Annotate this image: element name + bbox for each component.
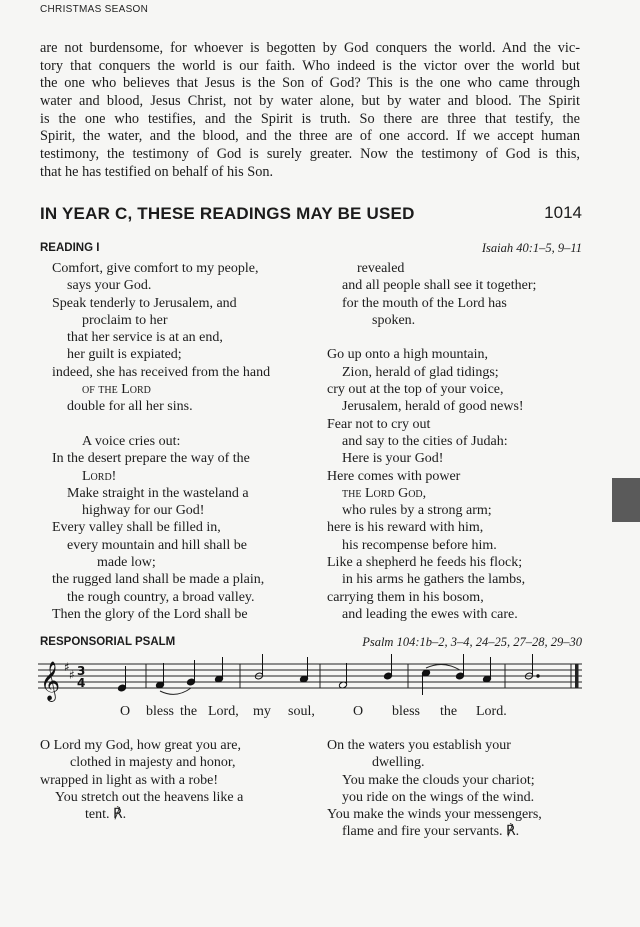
verse-line: carrying them in his bosom, (327, 589, 484, 605)
page-thumb-tab (612, 478, 640, 522)
verse-line: double for all her sins. (67, 399, 193, 415)
intro-line: are not burdensome, for whoever is begotten by God conquers the world. And the vic- (40, 40, 580, 56)
verse-line: clothed in majesty and honor, (70, 755, 236, 771)
refrain-word: bless (392, 704, 420, 719)
verse-line: Then the glory of the Lord shall be (52, 606, 248, 622)
refrain-word: soul, (288, 704, 315, 719)
verse-line: here is his reward with him, (327, 520, 484, 536)
refrain-word: O (353, 704, 364, 719)
stanza-gap (327, 329, 536, 346)
reading-column-left (52, 260, 270, 623)
reading-column-right (327, 260, 536, 623)
final-barline (575, 664, 579, 688)
verse-line: Lord! (82, 468, 117, 484)
verse-line: and all people shall see it together; (342, 278, 537, 294)
intro-line: water and blood, Jesus Christ, not by water alone, but by water and blood. The Spirit (40, 93, 580, 110)
reading-citation: Isaiah 40:1–5, 9–11 (481, 241, 582, 255)
reading-label: READING I (40, 242, 100, 254)
verse-line: says your God. (67, 278, 152, 294)
verse-line: you ride on the wings of the wind. (342, 789, 535, 805)
section-title: IN YEAR C, THESE READINGS MAY BE USED (40, 204, 415, 223)
verse-line: cry out at the top of your voice, (327, 382, 504, 398)
time-signature-bottom: 4 (77, 676, 86, 690)
slur (160, 688, 191, 694)
time-signature-top: 3 (77, 664, 86, 678)
verse-line: Make straight in the wasteland a (67, 485, 249, 501)
intro-paragraph (40, 40, 580, 182)
verse-line: You stretch out the heavens like a (55, 789, 244, 805)
verse-line: indeed, she has received from the hand (52, 364, 271, 380)
verse-line-text: O Lord my God, how great you are, (40, 738, 242, 753)
sharp-icon: ♯ (64, 660, 70, 674)
refrain-word: Lord. (476, 704, 507, 719)
verse-line: You make the clouds your chariot; (342, 772, 535, 788)
verse-line: that her service is at an end, (67, 330, 223, 346)
verse-line: his recompense before him. (342, 537, 497, 553)
verse-line: A voice cries out: (82, 433, 181, 449)
verse-line: and say to the cities of Judah: (342, 433, 508, 449)
verse-line: In the desert prepare the way of the (52, 451, 250, 467)
refrain-word: the (180, 704, 198, 719)
verse-line: Here comes with power (327, 468, 461, 484)
verse-line: Fear not to cry out (327, 416, 431, 432)
verse-line: highway for our God! (82, 503, 205, 519)
running-head: CHRISTMAS SEASON (40, 4, 149, 15)
verse-line: Here is your God! (342, 451, 444, 467)
music-staff (38, 654, 584, 702)
psalm-column-left (40, 737, 243, 823)
verse-line: On the waters you establish your (327, 738, 511, 753)
verse-line: You make the winds your messengers, (327, 807, 542, 823)
verse-line: flame and fire your servants. ℟. (342, 824, 520, 840)
verse-line: Go up onto a high mountain, (327, 347, 488, 363)
verse-line: her guilt is expiated; (67, 347, 182, 363)
intro-line: is the one who testifies, and the Spirit is truth. So there are three that testify, the (40, 110, 580, 127)
verse-line: revealed (357, 261, 405, 276)
section-number: 1014 (544, 203, 582, 222)
sharp-icon: ♯ (69, 668, 75, 682)
intro-line: the one who believes that Jesus is the Son of God? This is the one who came through (40, 75, 580, 92)
slur (426, 664, 460, 670)
verse-line: Comfort, give comfort to my people, (52, 261, 259, 276)
verse-line: Every valley shall be filled in, (52, 520, 221, 536)
refrain-word: bless (146, 704, 174, 719)
refrain-word: O (120, 704, 131, 719)
verse-line: who rules by a strong arm; (342, 503, 492, 519)
refrain-word: my (253, 704, 271, 719)
verse-line: wrapped in light as with a robe! (40, 772, 219, 788)
verse-line: the rough country, a broad valley. (67, 589, 255, 605)
verse-line: dwelling. (372, 755, 425, 771)
verse-line: in his arms he gathers the lambs, (342, 572, 526, 588)
verse-line: every mountain and hill shall be (67, 537, 248, 553)
refrain-word: Lord, (208, 704, 239, 719)
verse-line: Like a shepherd he feeds his flock; (327, 555, 523, 571)
intro-line: tory that conquers the world is our faith. Who indeed is the victor over the world but (40, 57, 580, 74)
intro-line: Spirit, the water, and the blood, and the three are of one accord. If we accept human (40, 128, 580, 145)
intro-line: that he has testified on behalf of his Son. (40, 163, 274, 180)
verse-line: Zion, herald of glad tidings; (342, 364, 499, 380)
verse-line: Speak tenderly to Jerusalem, and (52, 295, 237, 311)
verse-line: spoken. (372, 312, 416, 328)
verse-line: tent. ℟. (85, 807, 127, 823)
psalm-citation: Psalm 104:1b–2, 3–4, 24–25, 27–28, 29–30 (362, 635, 582, 649)
intro-line: testimony, the testimony of God is surely greater. Now the testimony of God is this, (40, 146, 580, 163)
psalm-column-right (327, 737, 542, 841)
verse-line: proclaim to her (82, 312, 168, 328)
treble-clef-icon: 𝄞 (40, 661, 61, 701)
verse-line: the rugged land shall be made a plain, (52, 572, 265, 588)
verse-line (40, 737, 243, 754)
verse-line: of the Lord (82, 382, 151, 398)
psalm-label: RESPONSORIAL PSALM (40, 636, 176, 648)
verse-line: the Lord God, (342, 485, 427, 501)
verse-line: for the mouth of the Lord has (342, 295, 507, 311)
refrain-word: the (440, 704, 458, 719)
verse-line: and leading the ewes with care. (342, 606, 518, 622)
note-dot (537, 675, 539, 677)
verse-line: made low; (97, 555, 156, 571)
verse-line: Jerusalem, herald of good news! (342, 399, 524, 415)
stanza-gap (52, 416, 270, 433)
